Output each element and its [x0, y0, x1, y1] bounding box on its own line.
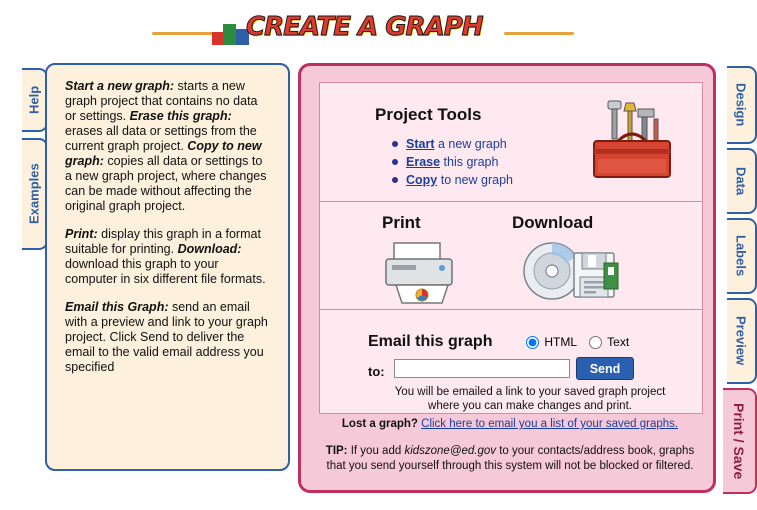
- start-new-graph-rest: a new graph: [434, 137, 507, 151]
- email-format-group[interactable]: [518, 335, 629, 349]
- help-lead-start: Start a new graph:: [65, 79, 175, 93]
- copy-new-graph-link[interactable]: Copy: [406, 173, 438, 187]
- tab-help-label: Help: [26, 85, 42, 115]
- project-tools-list: [392, 135, 513, 189]
- tip-text-2: to your contacts/address book, graphs that you send yourself through this system will not be blocked or filtered.: [326, 445, 695, 472]
- tab-examples-label: Examples: [26, 163, 42, 225]
- copy-new-graph-rest: to new graph: [437, 173, 513, 187]
- email-to-label: to:: [368, 364, 385, 379]
- email-saved-graphs-link[interactable]: Click here to email you a list of your saved graphs.: [421, 418, 679, 430]
- help-paragraph-start: [65, 79, 272, 214]
- format-text-label: Text: [607, 335, 630, 349]
- tab-design-label: Design: [733, 83, 749, 127]
- format-text-option[interactable]: [581, 335, 629, 349]
- logo-rule-right: [504, 32, 574, 35]
- help-text-erase: erases all data or settings from the current graph project.: [65, 124, 257, 153]
- erase-graph-rest: this graph: [440, 155, 499, 169]
- help-lead-email: Email this Graph:: [65, 300, 169, 314]
- help-lead-copy: Copy to new graph:: [65, 139, 262, 168]
- tab-preview[interactable]: [727, 298, 757, 384]
- card-divider-2: [320, 309, 702, 310]
- cd-disk-icon[interactable]: [516, 235, 622, 305]
- list-item[interactable]: [392, 135, 513, 153]
- project-tools-title: Project Tools: [375, 105, 482, 124]
- logo-blocks-icon: [212, 22, 250, 48]
- tip-text-1: If you add: [347, 445, 405, 457]
- lost-graph-prefix: Lost a graph?: [341, 418, 422, 430]
- help-text-email: send an email with a preview and link to your graph project. Click Send to deliver the email to the valid email address you specified: [65, 300, 268, 374]
- tab-data-label: Data: [733, 166, 749, 196]
- format-text-radio[interactable]: [589, 336, 602, 349]
- tab-print-save[interactable]: [723, 388, 757, 494]
- tab-print-save-label: Print / Save: [731, 402, 747, 480]
- print-label: Print: [382, 213, 421, 232]
- help-paragraph-email: [65, 300, 272, 375]
- logo-text: CREATE A GRAPH: [246, 12, 483, 42]
- help-lead-download: Download:: [177, 242, 242, 256]
- printer-icon[interactable]: [376, 241, 468, 305]
- tip-email: kidszone@ed.gov: [404, 445, 497, 457]
- help-lead-print: Print:: [65, 227, 98, 241]
- lost-graph-line: [319, 418, 701, 430]
- email-section-title: Email this graph: [368, 333, 493, 350]
- toolbox-icon: [584, 97, 680, 189]
- send-button[interactable]: Send: [576, 357, 634, 380]
- site-logo: [212, 10, 512, 48]
- format-html-option[interactable]: [518, 335, 577, 349]
- email-note: You will be emailed a link to your saved graph project where you can make changes and print.: [394, 386, 666, 412]
- tab-preview-label: Preview: [733, 316, 749, 366]
- help-text-start: starts a new graph project that contains no data or settings.: [65, 79, 258, 123]
- format-html-radio[interactable]: [526, 336, 539, 349]
- tip-label: TIP:: [325, 445, 348, 457]
- list-item[interactable]: [392, 171, 513, 189]
- tab-design[interactable]: [727, 66, 757, 144]
- help-text-print: display this graph in a format suitable for printing.: [65, 227, 261, 256]
- tools-card: [319, 82, 703, 414]
- email-input[interactable]: [394, 359, 570, 378]
- help-text-download: download this graph to your computer in six different file formats.: [65, 257, 266, 286]
- format-html-label: HTML: [544, 335, 578, 349]
- print-save-panel: [298, 63, 716, 493]
- list-item[interactable]: [392, 153, 513, 171]
- help-text-copy: copies all data or settings to a new graph project, where changes can be made without affecting the original graph project.: [65, 154, 267, 213]
- tip-line: [319, 444, 701, 474]
- start-new-graph-link[interactable]: Start: [406, 137, 435, 151]
- tab-data[interactable]: [727, 148, 757, 214]
- tab-labels[interactable]: [727, 218, 757, 294]
- help-paragraph-print: [65, 227, 272, 287]
- erase-graph-link[interactable]: Erase: [406, 155, 441, 169]
- page-header: [0, 4, 757, 52]
- tab-labels-label: Labels: [733, 235, 749, 277]
- download-label: Download: [512, 213, 594, 232]
- help-panel: [45, 63, 290, 471]
- card-divider-1: [320, 201, 702, 202]
- help-lead-erase: Erase this graph:: [129, 109, 232, 123]
